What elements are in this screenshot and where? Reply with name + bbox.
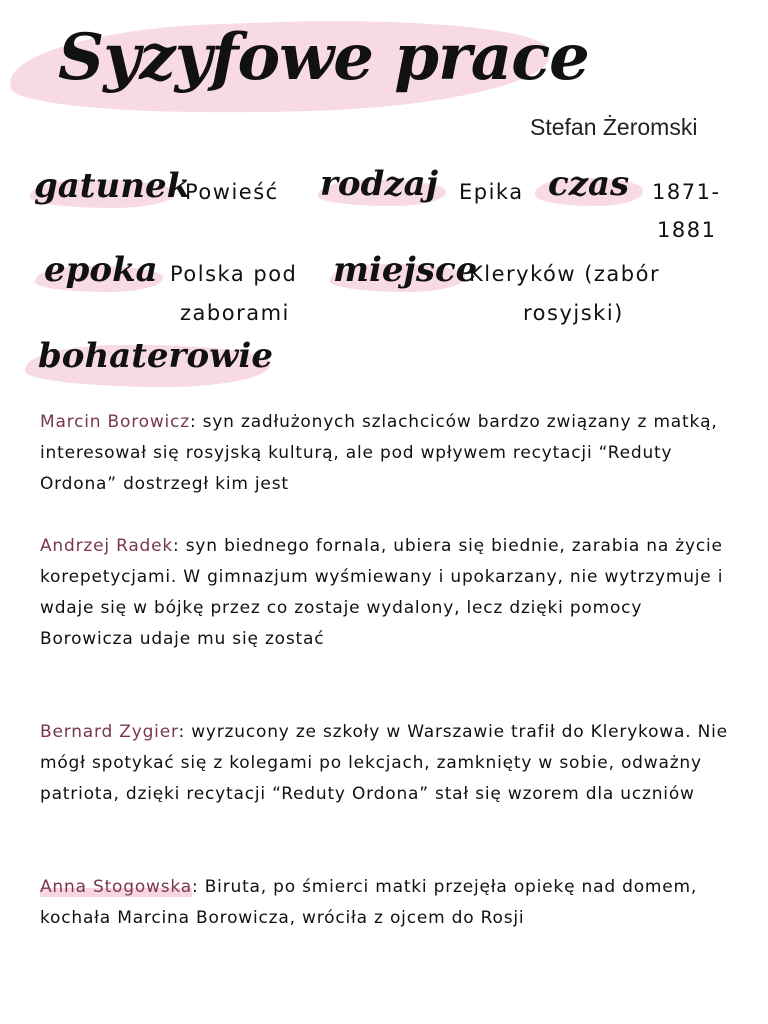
time-value-line2: 1881 — [657, 218, 717, 242]
kind-value: Epika — [459, 180, 524, 204]
character-name: Bernard Zygier — [40, 722, 179, 742]
character-entry-borowicz — [40, 407, 740, 500]
character-entry-radek — [40, 531, 740, 655]
character-name: Andrzej Radek — [40, 536, 174, 556]
kind-label: rodzaj — [320, 164, 439, 204]
characters-heading: bohaterowie — [38, 336, 273, 376]
character-description: : Biruta, po śmierci matki przejęła opiekę nad domem, kochała Marcina Borowicza, wróciła z ojcem do Rosji — [40, 877, 698, 928]
character-description: : wyrzucony ze szkoły w Warszawie trafił do Klerykowa. Nie mógł spotykać się z kolegami po lekcjach, zamknięty w sobie, odważny patriota, dzięki recytacji “Reduty Ordona” stał się wzorem dla uczniów — [40, 722, 728, 804]
genre-label: gatunek — [34, 166, 191, 206]
page-title: Syzyfowe prace — [58, 20, 589, 95]
epoch-label: epoka — [44, 250, 158, 290]
place-value-line1: Kleryków (zabór — [469, 262, 661, 286]
author-name: Stefan Żeromski — [530, 114, 698, 140]
character-entry-zygier — [40, 717, 740, 810]
genre-value: Powieść — [185, 180, 279, 204]
character-description: : syn zadłużonych szlachciców bardzo związany z matką, interesował się rosyjską kulturą, ale pod wpływem recytacji “Reduty Ordona” dostrzegł kim jest — [40, 412, 718, 494]
place-value-line2: rosyjski) — [523, 301, 624, 325]
epoch-value-line1: Polska pod — [170, 262, 298, 286]
character-entry-stogowska — [40, 872, 740, 934]
time-label: czas — [548, 164, 630, 204]
character-name: Marcin Borowicz — [40, 412, 190, 432]
character-description: : syn biednego fornala, ubiera się biednie, zarabia na życie korepetycjami. W gimnazjum wyśmiewany i upokarzany, nie wytrzymuje i wdaje się w bójkę przez co zostaje wydalony, lecz dzięki pomocy Borowicza udaje mu się zostać — [40, 536, 724, 649]
epoch-value-line2: zaborami — [180, 301, 290, 325]
place-label: miejsce — [333, 250, 478, 290]
time-value-line1: 1871- — [652, 180, 721, 204]
character-name: Anna Stogowska — [40, 877, 192, 897]
